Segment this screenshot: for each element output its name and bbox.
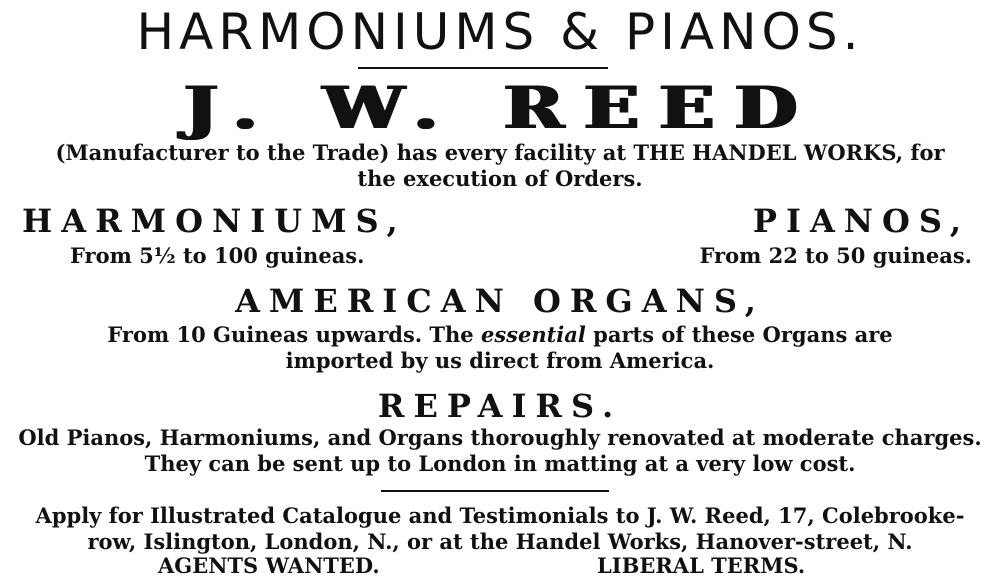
apply-line-1: Apply for Illustrated Catalogue and Testimonials to J. W. Reed, 17, Colebrooke- <box>35 503 965 528</box>
american-organs-heading: AMERICAN ORGANS, <box>235 282 765 320</box>
agents-wanted: AGENTS WANTED. <box>158 553 380 578</box>
american-organs-line-1 <box>0 322 1000 348</box>
harmoniums-heading: HARMONIUMS, <box>22 202 407 240</box>
maker-name: J. W. REED <box>183 74 817 142</box>
apply-line-2: row, Islington, London, N., or at the Handel Works, Hanover-street, N. <box>87 529 913 554</box>
harmoniums-price: From 5½ to 100 guineas. <box>70 243 365 268</box>
american-organs-line-2: imported by us direct from America. <box>285 348 715 373</box>
pianos-heading: PIANOS, <box>752 202 970 240</box>
repairs-line-1: Old Pianos, Harmoniums, and Organs thoroughly renovated at moderate charges. <box>18 425 982 450</box>
headline: HARMONIUMS & PIANOS. <box>136 3 864 61</box>
american-organs-line-1-end: parts of these Organs are <box>585 322 893 347</box>
essential-emphasis: essential <box>480 322 586 347</box>
intro-line-1: (Manufacturer to the Trade) has every facility at THE HANDEL WORKS, for <box>55 140 945 165</box>
pianos-price: From 22 to 50 guineas. <box>699 243 972 268</box>
repairs-line-2: They can be sent up to London in matting at a very low cost. <box>144 451 856 476</box>
top-divider <box>358 67 608 69</box>
liberal-terms: LIBERAL TERMS. <box>597 553 806 578</box>
bottom-divider <box>381 490 609 492</box>
american-organs-line-1-start: From 10 Guineas upwards. The <box>107 322 481 347</box>
repairs-heading: REPAIRS. <box>377 387 623 425</box>
intro-line-2: the execution of Orders. <box>357 166 643 191</box>
